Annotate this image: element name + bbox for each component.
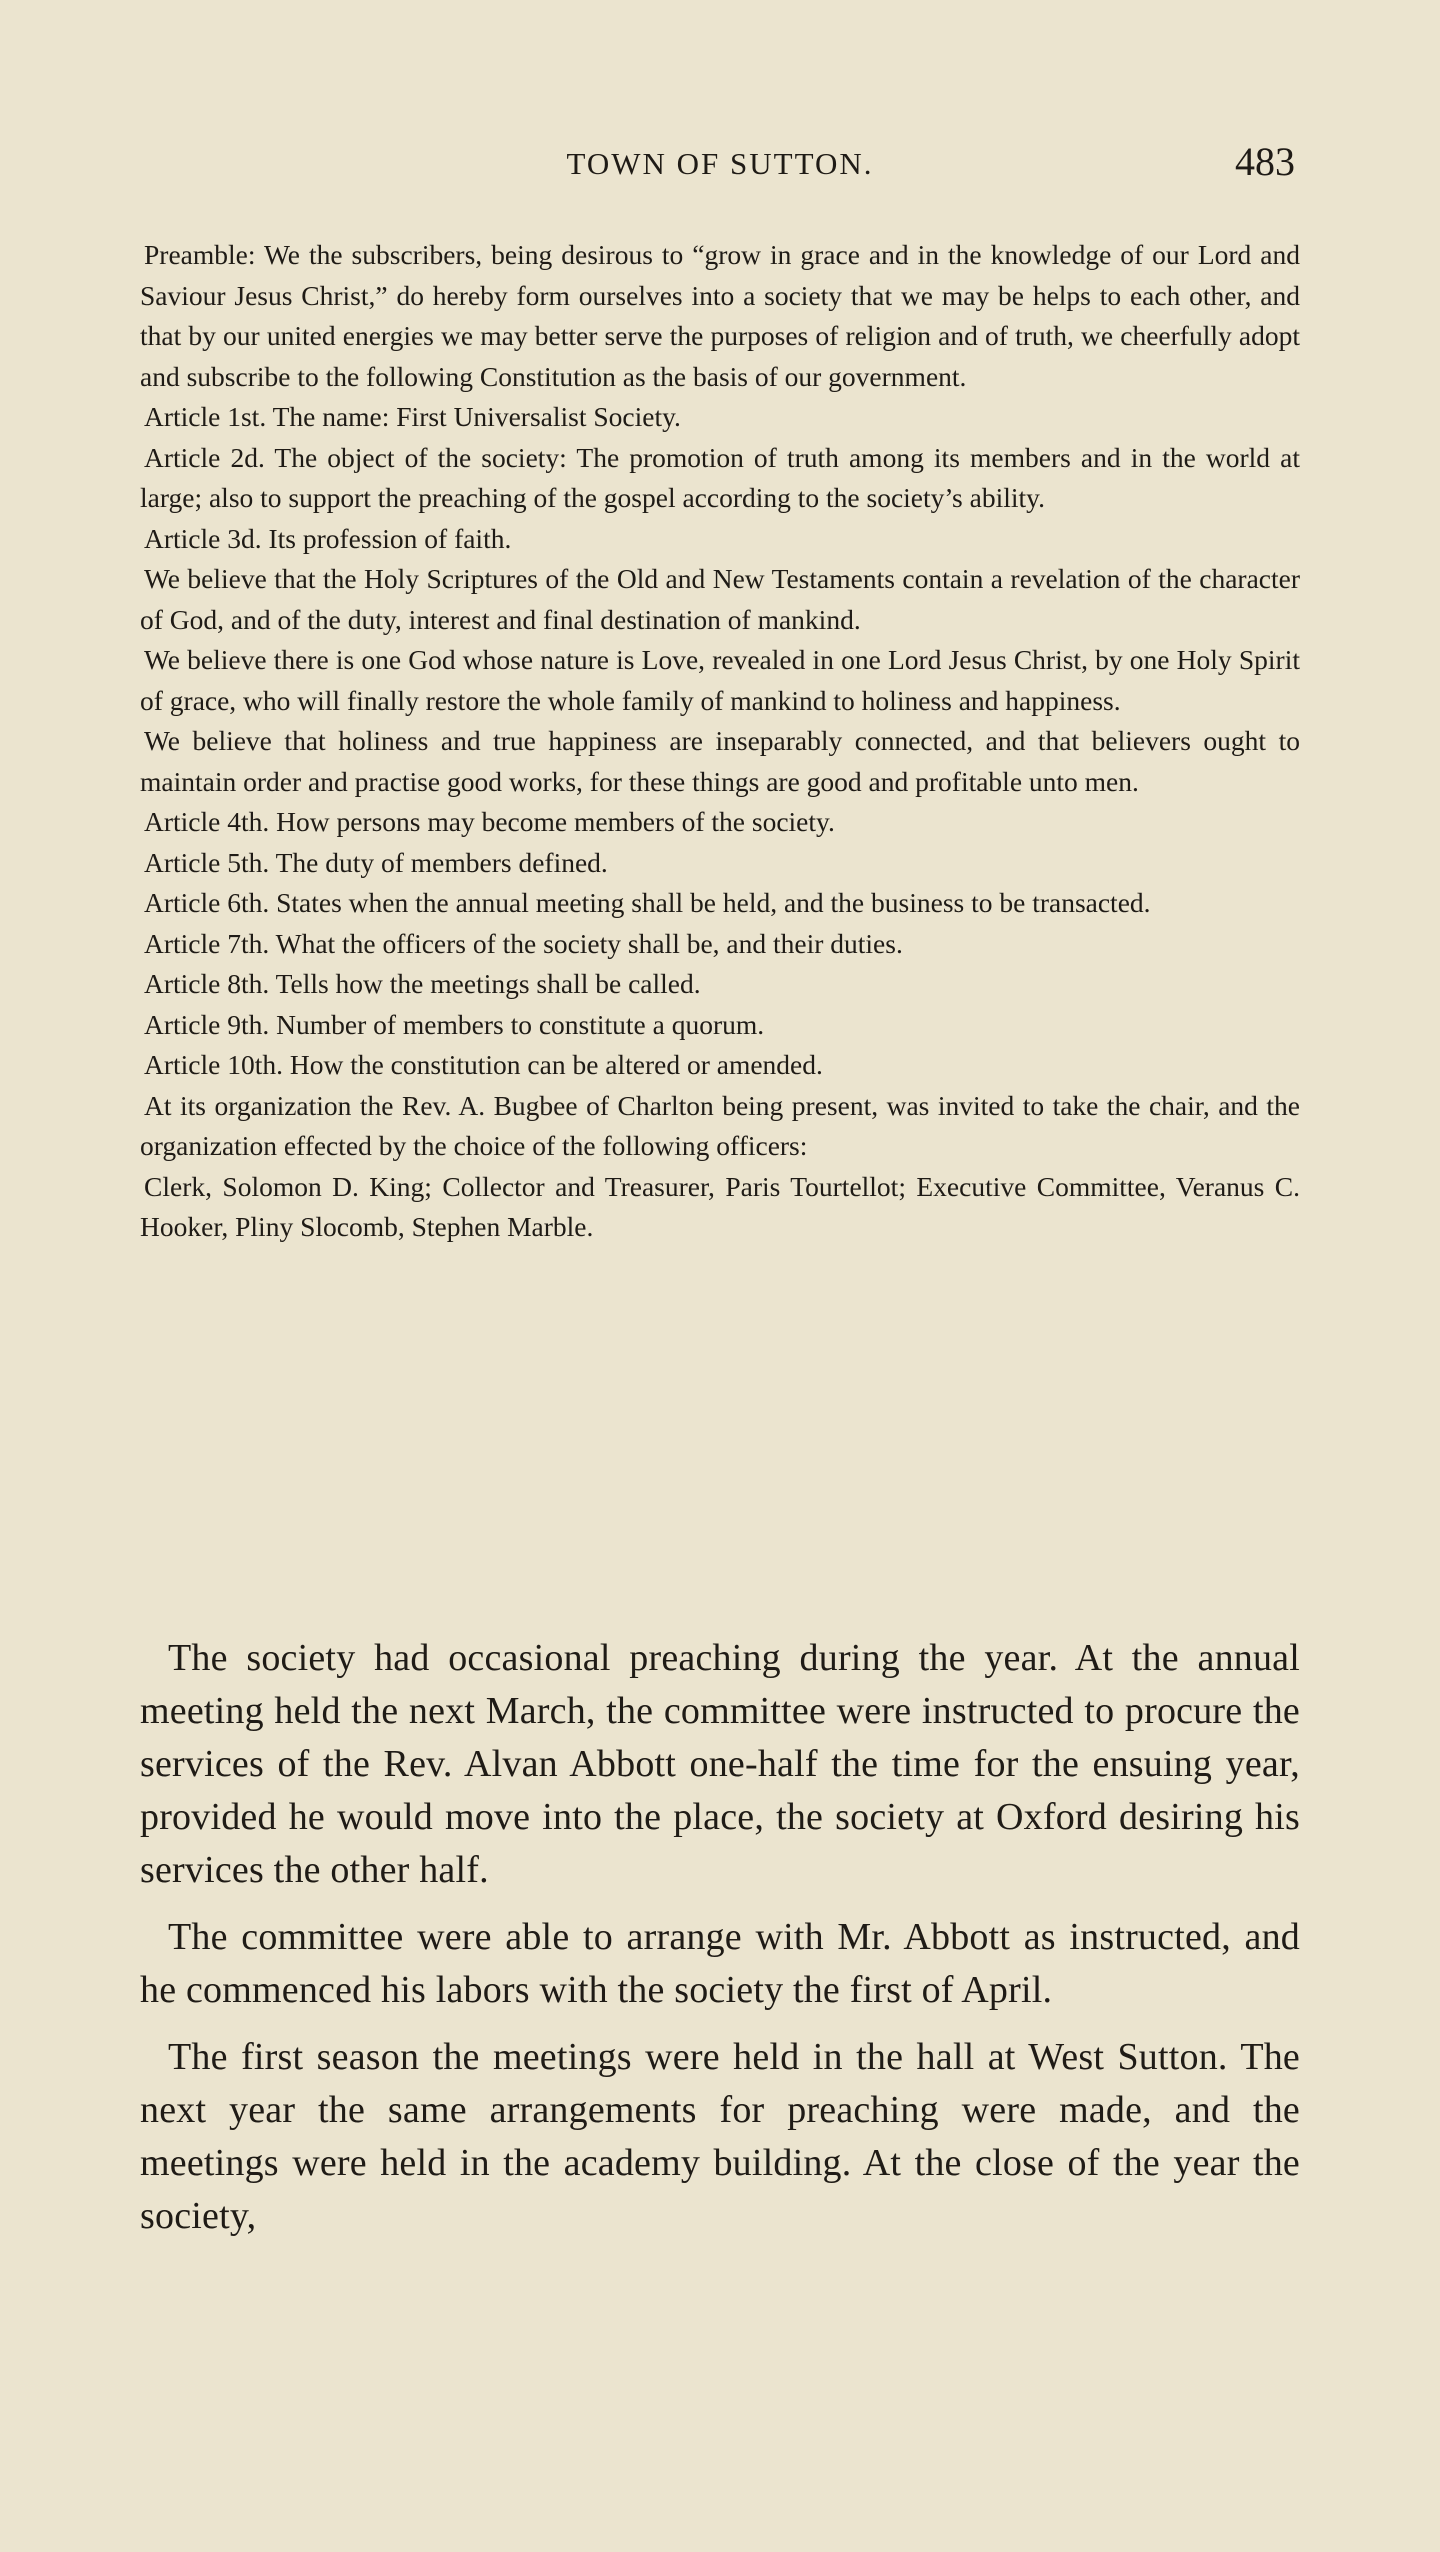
article-8-paragraph: Article 8th. Tells how the meetings shall be called. <box>144 968 701 999</box>
article-4-paragraph: Article 4th. How persons may become members of the society. <box>144 806 835 837</box>
preamble-paragraph: Preamble: We the subscribers, being desirous to “grow in grace and in the knowledge of our Lord and Saviour Jesus Christ,” do hereby form ourselves into a society that we may be helps to each other, and that by our united energies we may better serve the purposes of religion and of truth, we cheerfully adopt and subscribe to the following Constitution as the basis of our government. <box>140 239 1300 392</box>
organization-paragraph: At its organization the Rev. A. Bugbee of Charlton being present, was invited to take the chair, and the organization effected by the choice of the following officers: <box>140 1089 1300 1161</box>
article-7-paragraph: Article 7th. What the officers of the society shall be, and their duties. <box>144 927 903 959</box>
faith-paragraph-1: We believe that the Holy Scriptures of the Old and New Testaments contain a revelation of the character of God, and of the duty, interest and final destination of mankind. <box>140 563 1300 635</box>
article-2-paragraph: Article 2d. The object of the society: The promotion of truth among its members and in the world at large; also to support the preaching of the gospel according to the society’s ability. <box>140 441 1300 513</box>
constitution-text <box>140 235 1300 1248</box>
narrative-paragraph: The society had occasional preaching during the year. At the annual meeting held the next March, the committee were instructed to procure the services of the Rev. Alvan Abbott one-half the time for the ensuing year, provided he would move into the place, the society at Oxford desiring his services the other half. <box>140 1637 1300 1891</box>
officers-paragraph: Clerk, Solomon D. King; Collector and Treasurer, Paris Tourtellot; Executive Committee, Veranus C. Hooker, Pliny Slocomb, Stephen Marble. <box>140 1170 1300 1242</box>
running-head <box>140 138 1300 194</box>
article-10-paragraph: Article 10th. How the constitution can be altered or amended. <box>144 1049 823 1080</box>
article-9-paragraph: Article 9th. Number of members to constitute a quorum. <box>144 1008 765 1040</box>
article-1-paragraph: Article 1st. The name: First Universalist Society. <box>144 401 681 432</box>
article-3-paragraph: Article 3d. Its profession of faith. <box>144 522 512 554</box>
page-number: 483 <box>1235 139 1295 184</box>
running-title: TOWN OF SUTTON. <box>566 146 874 181</box>
article-6-paragraph: Article 6th. States when the annual meeting shall be held, and the business to be transacted. <box>144 887 1151 918</box>
narrative-paragraph: The first season the meetings were held in the hall at West Sutton. The next year the same arrangements for preaching were made, and the meetings were held in the academy building. At the close of the year the society, <box>140 2036 1300 2237</box>
faith-paragraph-2: We believe there is one God whose nature is Love, revealed in one Lord Jesus Christ, by one Holy Spirit of grace, who will finally restore the whole family of mankind to holiness and happiness. <box>140 644 1300 716</box>
faith-paragraph-3: We believe that holiness and true happiness are inseparably connected, and that believers ought to maintain order and practise good works, for these things are good and profitable unto men. <box>140 725 1300 797</box>
article-5-paragraph: Article 5th. The duty of members defined. <box>144 846 608 878</box>
narrative-paragraph: The committee were able to arrange with Mr. Abbott as instructed, and he commenced his labors with the society the first of April. <box>140 1916 1300 2011</box>
narrative-text <box>140 1632 1300 2257</box>
